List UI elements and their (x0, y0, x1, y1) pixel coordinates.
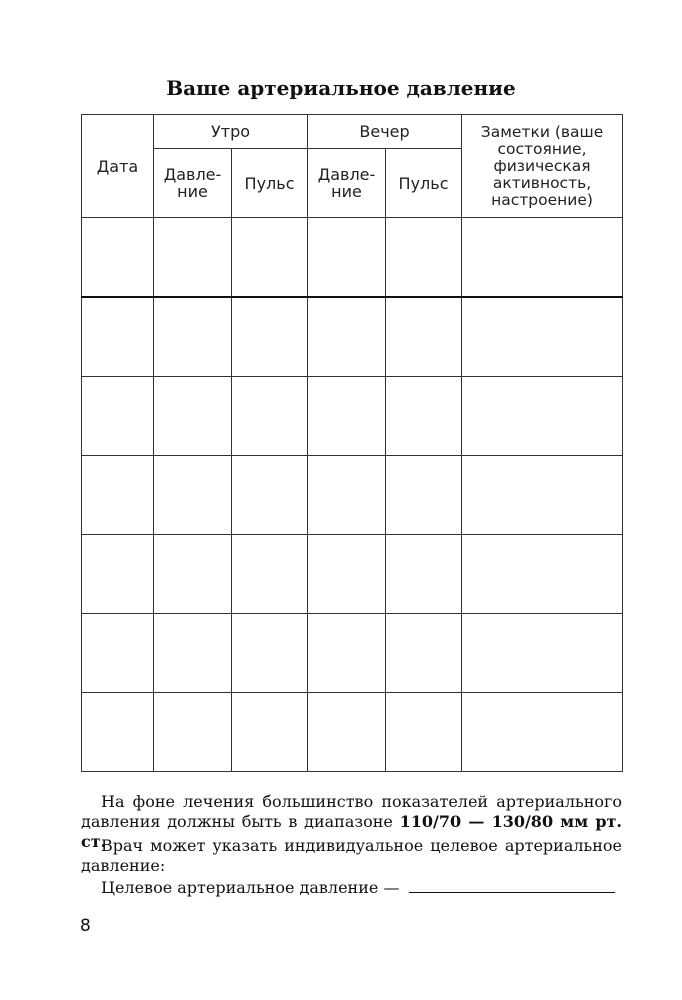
notes-cell[interactable] (462, 693, 623, 772)
header-morning-pulse: Пульс (232, 149, 308, 218)
notes-line: активность, (492, 173, 592, 192)
morning-pulse-cell[interactable] (232, 218, 308, 298)
date-cell[interactable] (82, 297, 154, 377)
table-row (82, 693, 623, 772)
morning-pressure-cell[interactable] (154, 297, 232, 377)
evening-pressure-cell[interactable] (308, 456, 386, 535)
evening-pulse-cell[interactable] (386, 456, 462, 535)
notes-line: Заметки (ваше (480, 122, 604, 141)
blood-pressure-table (81, 114, 623, 772)
pressure-line: ние (177, 182, 208, 201)
pressure-line: ние (331, 182, 362, 201)
morning-pulse-cell[interactable] (232, 535, 308, 614)
morning-pulse-cell[interactable] (232, 693, 308, 772)
table-header-row (82, 115, 623, 149)
date-cell[interactable] (82, 614, 154, 693)
morning-pulse-cell[interactable] (232, 377, 308, 456)
evening-pressure-cell[interactable] (308, 297, 386, 377)
table-row (82, 377, 623, 456)
evening-pulse-cell[interactable] (386, 614, 462, 693)
target-range: 110/70 — 130/80 мм рт. ст. (81, 812, 622, 851)
pressure-line: Давле- (317, 165, 376, 184)
notes-cell[interactable] (462, 535, 623, 614)
target-pressure-line (81, 878, 622, 898)
pressure-line: Давле- (163, 165, 222, 184)
target-pressure-blank[interactable] (409, 878, 615, 893)
table-row (82, 297, 623, 377)
notes-line: состояние, (497, 139, 587, 158)
evening-pulse-cell[interactable] (386, 377, 462, 456)
notes-cell[interactable] (462, 218, 623, 298)
notes-line: физическая (493, 156, 591, 175)
evening-pressure-cell[interactable] (308, 693, 386, 772)
table-row (82, 614, 623, 693)
date-cell[interactable] (82, 535, 154, 614)
notes-cell[interactable] (462, 377, 623, 456)
evening-pressure-cell[interactable] (308, 614, 386, 693)
evening-pressure-cell[interactable] (308, 535, 386, 614)
morning-pressure-cell[interactable] (154, 377, 232, 456)
header-evening: Вечер (308, 115, 462, 149)
morning-pulse-cell[interactable] (232, 614, 308, 693)
header-evening-pulse: Пульс (386, 149, 462, 218)
evening-pulse-cell[interactable] (386, 218, 462, 298)
morning-pressure-cell[interactable] (154, 218, 232, 298)
morning-pulse-cell[interactable] (232, 456, 308, 535)
notes-line: настроение) (491, 190, 593, 209)
evening-pressure-cell[interactable] (308, 218, 386, 298)
evening-pulse-cell[interactable] (386, 693, 462, 772)
evening-pulse-cell[interactable] (386, 297, 462, 377)
page-title: Ваше артериальное давление (166, 76, 516, 100)
page-number: 8 (80, 916, 91, 936)
header-notes (462, 115, 623, 218)
header-date: Дата (82, 115, 154, 218)
morning-pressure-cell[interactable] (154, 535, 232, 614)
doctor-note-paragraph: Врач может указать индивидуальное целевое артериальное давление: (81, 836, 622, 875)
notes-cell[interactable] (462, 614, 623, 693)
evening-pulse-cell[interactable] (386, 535, 462, 614)
morning-pressure-cell[interactable] (154, 693, 232, 772)
header-morning-pressure (154, 149, 232, 218)
header-evening-pressure (308, 149, 386, 218)
table-row (82, 218, 623, 298)
date-cell[interactable] (82, 693, 154, 772)
notes-cell[interactable] (462, 297, 623, 377)
notes-cell[interactable] (462, 456, 623, 535)
guidance-text: На фоне лечения большинство показателей артериального давления должны быть в диапазоне (81, 792, 622, 831)
table-row (82, 456, 623, 535)
target-pressure-label: Целевое артериальное давление — (101, 878, 400, 897)
header-morning: Утро (154, 115, 308, 149)
date-cell[interactable] (82, 218, 154, 298)
date-cell[interactable] (82, 377, 154, 456)
morning-pulse-cell[interactable] (232, 297, 308, 377)
morning-pressure-cell[interactable] (154, 614, 232, 693)
evening-pressure-cell[interactable] (308, 377, 386, 456)
table-row (82, 535, 623, 614)
morning-pressure-cell[interactable] (154, 456, 232, 535)
date-cell[interactable] (82, 456, 154, 535)
